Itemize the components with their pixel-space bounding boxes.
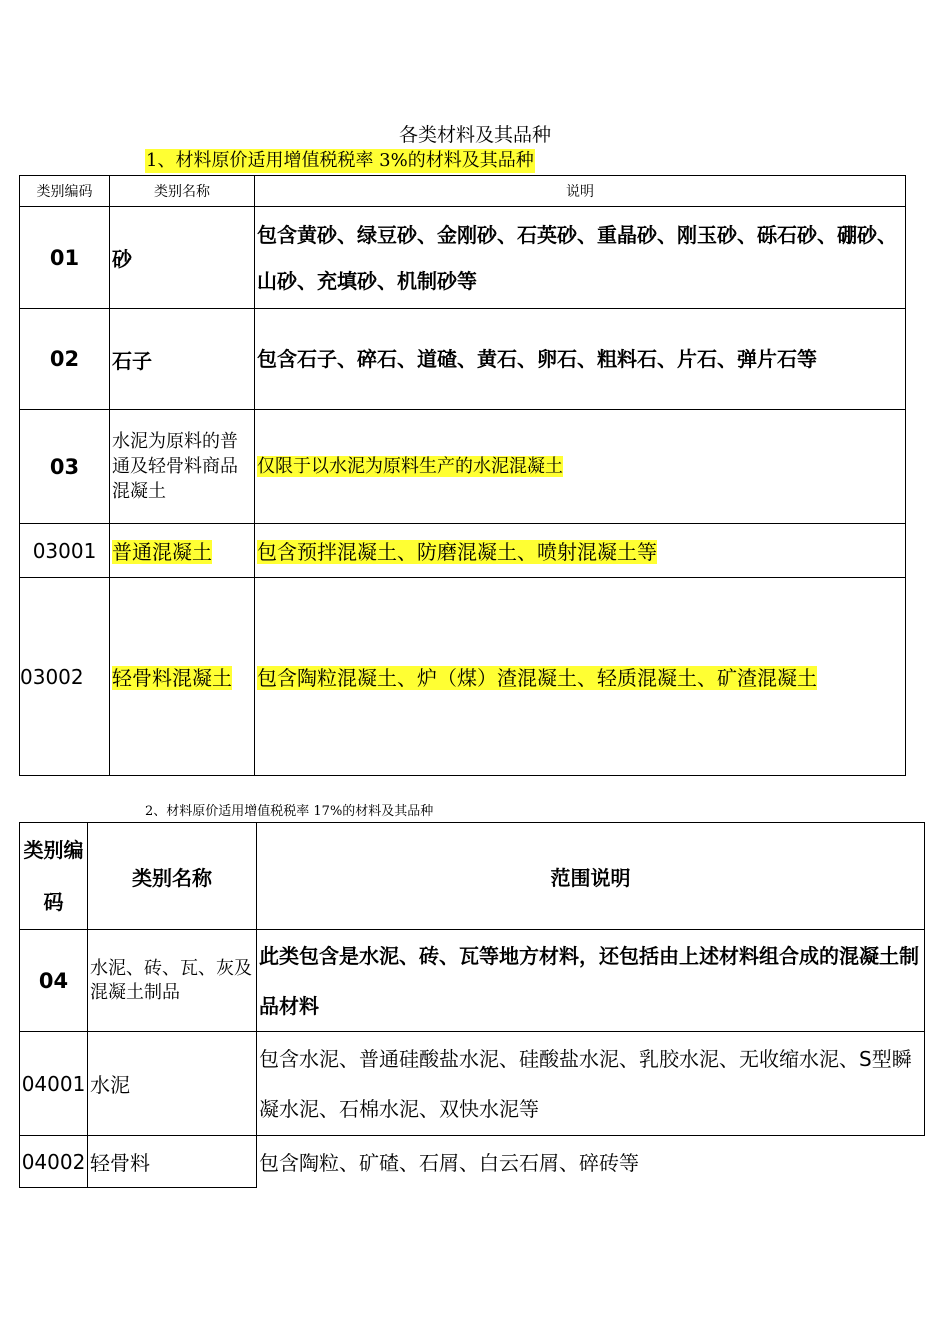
row-desc <box>255 524 906 578</box>
row-name: 水泥、砖、瓦、灰及混凝土制品 <box>88 930 257 1032</box>
table-row <box>20 1032 925 1136</box>
row-code: 03001 <box>20 524 110 578</box>
row-desc <box>255 410 906 524</box>
row-name: 砂 <box>110 207 255 309</box>
highlighted-text: 普通混凝土 <box>112 540 212 564</box>
table-row <box>20 930 925 1032</box>
row-name: 水泥 <box>88 1032 257 1136</box>
row-desc: 包含水泥、普通硅酸盐水泥、硅酸盐水泥、乳胶水泥、无收缩水泥、S型瞬凝水泥、石棉水泥、双快水泥等 <box>257 1032 925 1136</box>
row-code: 04001 <box>20 1032 88 1136</box>
row-desc: 包含石子、碎石、道碴、黄石、卵石、粗料石、片石、弹片石等 <box>255 309 906 410</box>
table-header-row <box>20 176 906 207</box>
row-name: 轻骨料 <box>88 1136 257 1188</box>
table-header-row <box>20 823 925 930</box>
header-name: 类别名称 <box>88 823 257 930</box>
table-row <box>20 309 906 410</box>
row-desc: 包含黄砂、绿豆砂、金刚砂、石英砂、重晶砂、刚玉砂、砾石砂、硼砂、山砂、充填砂、机制砂等 <box>255 207 906 309</box>
row-name: 水泥为原料的普通及轻骨料商品混凝土 <box>110 410 255 524</box>
highlighted-text: 包含陶粒混凝土、炉（煤）渣混凝土、轻质混凝土、矿渣混凝土 <box>257 666 817 690</box>
row-desc <box>255 578 906 776</box>
row-code: 01 <box>20 207 110 309</box>
highlighted-text: 包含预拌混凝土、防磨混凝土、喷射混凝土等 <box>257 540 657 564</box>
section2-heading: 2、材料原价适用增值税税率 17%的材料及其品种 <box>145 804 434 819</box>
row-desc: 此类包含是水泥、砖、瓦等地方材料，还包括由上述材料组合成的混凝土制品材料 <box>257 930 925 1032</box>
table-row <box>20 578 906 776</box>
row-desc: 包含陶粒、矿碴、石屑、白云石屑、碎砖等 <box>257 1136 925 1188</box>
header-code: 类别编码 <box>20 823 88 930</box>
header-desc: 说明 <box>255 176 906 207</box>
row-code: 03 <box>20 410 110 524</box>
header-name: 类别名称 <box>110 176 255 207</box>
table-row <box>20 207 906 309</box>
highlighted-text: 仅限于以水泥为原料生产的水泥混凝土 <box>257 456 563 477</box>
header-desc: 范围说明 <box>257 823 925 930</box>
row-name: 石子 <box>110 309 255 410</box>
highlighted-text: 轻骨料混凝土 <box>112 666 232 690</box>
row-code: 04 <box>20 930 88 1032</box>
table-row <box>20 524 906 578</box>
section1-heading: 1、材料原价适用增值税税率 3%的材料及其品种 <box>146 150 534 171</box>
header-code: 类别编码 <box>20 176 110 207</box>
row-code: 04002 <box>20 1136 88 1188</box>
table-row <box>20 410 906 524</box>
row-name <box>110 578 255 776</box>
table-vat-17 <box>19 822 925 1188</box>
table-row <box>20 1136 925 1188</box>
row-name <box>110 524 255 578</box>
row-code: 03002 <box>20 578 110 776</box>
page-title: 各类材料及其品种 <box>398 124 551 146</box>
table-vat-3 <box>19 175 906 776</box>
row-code: 02 <box>20 309 110 410</box>
